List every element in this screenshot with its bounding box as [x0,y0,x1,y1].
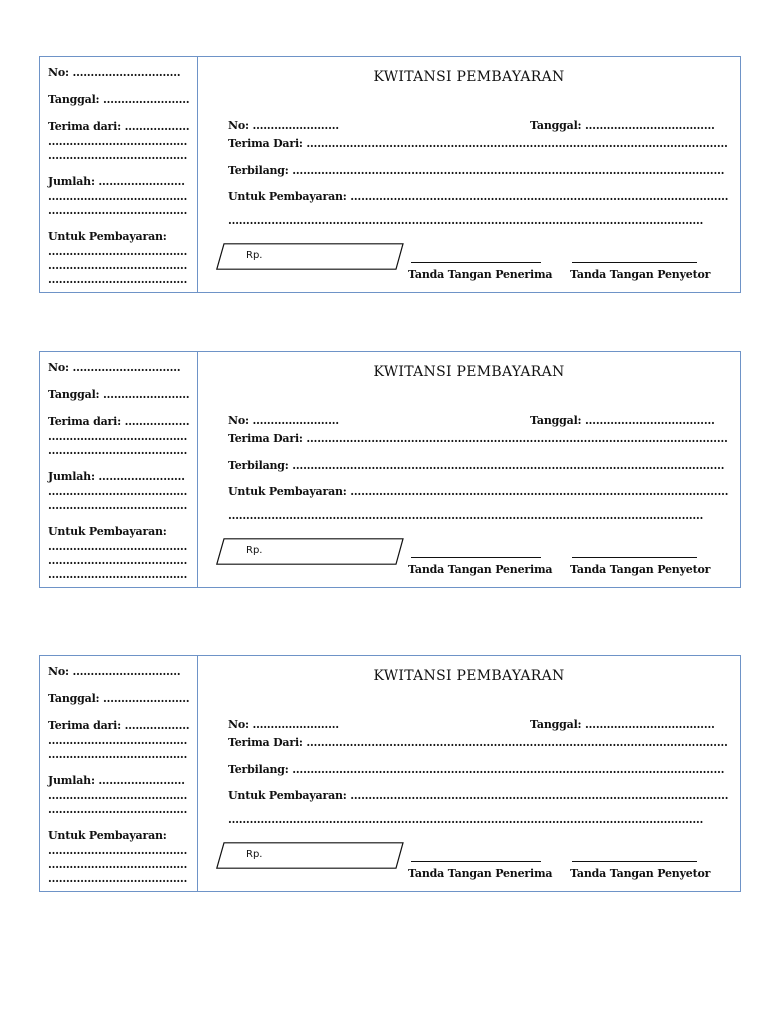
field-terima-dari: Terima Dari: ……………………………………………………………………………………………………… [228,137,728,150]
stub-jumlah-dots-2: ………………………………… [48,204,188,217]
field-untuk-pembayaran: Untuk Pembayaran: …………………………………………………………………………………………… [228,485,729,498]
stub-terima-dots-1: ………………………………… [48,135,188,148]
receipt-1 [39,56,741,293]
receipt-title: KWITANSI PEMBAYARAN [373,364,565,380]
field-untuk-pembayaran: Untuk Pembayaran: …………………………………………………………………………………………… [228,190,729,203]
signature-line-receiver [411,861,541,862]
receipt-main [198,57,740,292]
stub-untuk-dots-2: ………………………………… [48,858,188,871]
signature-label-receiver: Tanda Tangan Penerima [408,268,553,281]
amount-label: Rp. [246,250,263,261]
stub-jumlah-dots-2: ………………………………… [48,803,188,816]
stub-terima-dots-2: ………………………………… [48,748,188,761]
amount-box [216,243,404,270]
stub-terima-dari: Terima dari: ……………… [48,719,190,732]
stub-tanggal: Tanggal: …………………… [48,692,190,705]
field-dots-line: …………………………………………………………………………………………………………………… [228,214,704,227]
stub-tanggal: Tanggal: …………………… [48,93,190,106]
signature-line-receiver [411,262,541,263]
receipt-title: KWITANSI PEMBAYARAN [373,69,565,85]
field-dots-line: …………………………………………………………………………………………………………………… [228,813,704,826]
field-terbilang: Terbilang: ………………………………………………………………………………………………………… [228,763,725,776]
signature-line-receiver [411,557,541,558]
amount-label: Rp. [246,849,263,860]
field-tanggal: Tanggal: ……………………………… [530,718,715,731]
receipt-stub [40,656,198,891]
signature-label-receiver: Tanda Tangan Penerima [408,563,553,576]
stub-untuk-dots-1: ………………………………… [48,540,188,553]
stub-terima-dari: Terima dari: ……………… [48,120,190,133]
amount-label: Rp. [246,545,263,556]
stub-no: No: ………………………… [48,361,181,374]
stub-untuk-pembayaran: Untuk Pembayaran: [48,829,167,842]
stub-untuk-dots-2: ………………………………… [48,259,188,272]
stub-untuk-dots-1: ………………………………… [48,844,188,857]
receipt-main [198,352,740,587]
receipt-main [198,656,740,891]
stub-tanggal: Tanggal: …………………… [48,388,190,401]
receipt-stub [40,352,198,587]
field-untuk-pembayaran: Untuk Pembayaran: …………………………………………………………………………………………… [228,789,729,802]
stub-untuk-pembayaran: Untuk Pembayaran: [48,230,167,243]
signature-line-sender [572,861,697,862]
stub-jumlah: Jumlah: …………………… [48,470,185,483]
stub-untuk-dots-3: ………………………………… [48,273,188,286]
stub-terima-dots-1: ………………………………… [48,430,188,443]
stub-untuk-dots-2: ………………………………… [48,554,188,567]
receipt-stub [40,57,198,292]
stub-terima-dari: Terima dari: ……………… [48,415,190,428]
signature-label-sender: Tanda Tangan Penyetor [570,867,711,880]
stub-no: No: ………………………… [48,665,181,678]
stub-untuk-dots-1: ………………………………… [48,245,188,258]
signature-label-sender: Tanda Tangan Penyetor [570,563,711,576]
stub-jumlah-dots-1: ………………………………… [48,190,188,203]
stub-terima-dots-1: ………………………………… [48,734,188,747]
receipt-title: KWITANSI PEMBAYARAN [373,668,565,684]
field-terima-dari: Terima Dari: ……………………………………………………………………………………………………… [228,736,728,749]
amount-box [216,842,404,869]
field-no: No: …………………… [228,414,339,427]
stub-untuk-dots-3: ………………………………… [48,568,188,581]
field-no: No: …………………… [228,718,339,731]
stub-untuk-pembayaran: Untuk Pembayaran: [48,525,167,538]
stub-jumlah: Jumlah: …………………… [48,774,185,787]
stub-jumlah-dots-2: ………………………………… [48,499,188,512]
signature-label-receiver: Tanda Tangan Penerima [408,867,553,880]
field-tanggal: Tanggal: ……………………………… [530,119,715,132]
stub-jumlah-dots-1: ………………………………… [48,789,188,802]
receipt-2 [39,351,741,588]
stub-jumlah-dots-1: ………………………………… [48,485,188,498]
receipt-3 [39,655,741,892]
stub-untuk-dots-3: ………………………………… [48,872,188,885]
signature-line-sender [572,557,697,558]
field-terima-dari: Terima Dari: ……………………………………………………………………………………………………… [228,432,728,445]
field-tanggal: Tanggal: ……………………………… [530,414,715,427]
stub-no: No: ………………………… [48,66,181,79]
stub-terima-dots-2: ………………………………… [48,444,188,457]
signature-label-sender: Tanda Tangan Penyetor [570,268,711,281]
signature-line-sender [572,262,697,263]
field-terbilang: Terbilang: ………………………………………………………………………………………………………… [228,459,725,472]
field-no: No: …………………… [228,119,339,132]
stub-terima-dots-2: ………………………………… [48,149,188,162]
amount-box [216,538,404,565]
field-terbilang: Terbilang: ………………………………………………………………………………………………………… [228,164,725,177]
field-dots-line: …………………………………………………………………………………………………………………… [228,509,704,522]
stub-jumlah: Jumlah: …………………… [48,175,185,188]
